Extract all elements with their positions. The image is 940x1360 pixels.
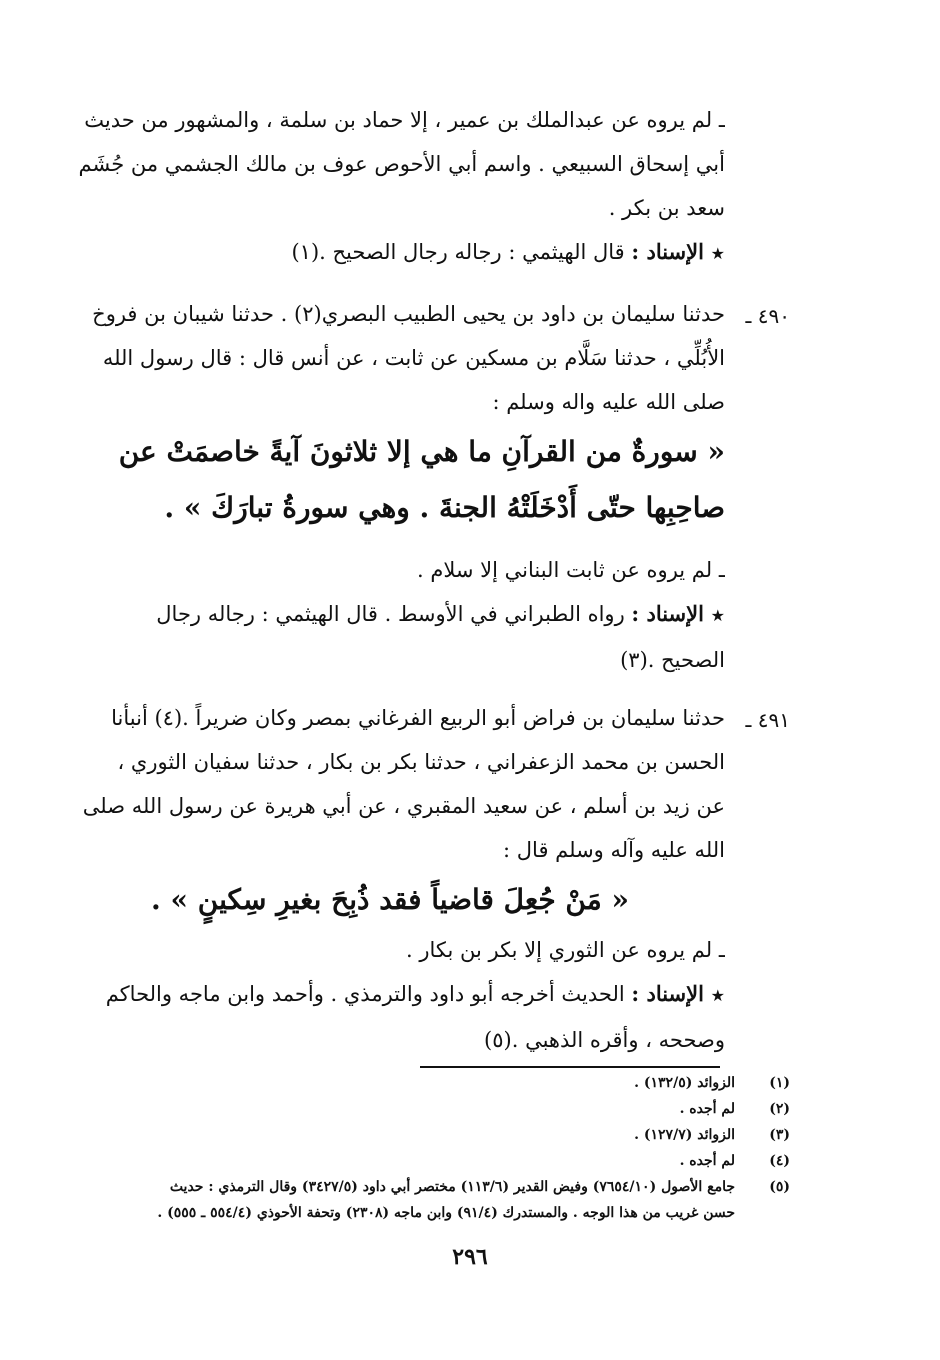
isnad-label: الإسناد : [631, 981, 704, 1006]
text-line: الحسن بن محمد الزعفراني ، حدثنا بكر بن بكار ، حدثنا سفيان الثوري ، [117, 750, 725, 774]
note-line: ـ لم يروه عن ثابت البناني إلا سلام . [417, 558, 725, 582]
hadith-number: ٤٩٠ ـ [745, 304, 790, 328]
text-line: حدثنا سليمان بن داود بن يحيى الطبيب البصري(٢) . حدثنا شيبان بن فروخ [92, 302, 725, 326]
hadith-490-notes [65, 548, 725, 682]
text-line: ـ لم يروه عن عبدالملك بن عمير ، إلا حماد بن سلمة ، والمشهور من حديث [84, 108, 725, 132]
hadith-line: صاحِبِها حتّى أَدْخَلَتْهُ الجنةَ . وهي سورةُ تبارَكَ » . [164, 491, 725, 524]
hadith-491-chain [65, 696, 725, 872]
hadith-line: « مَنْ جُعِلَ قاضياً فقد ذُبِحَ بغيرِ سِكينٍ » . [151, 883, 629, 916]
footnote [0, 1148, 940, 1174]
note-line: ـ لم يروه عن الثوري إلا بكر بن بكار . [405, 938, 725, 962]
footnote-text: جامع الأصول (٧٦٥٤/١٠) وفيض القدير (١١٣/٦) مختصر أبي داود (٣٤٢٧/٥) وقال الترمذي : حديث [169, 1179, 735, 1195]
star-icon: ★ [710, 986, 725, 1005]
footnote-number: (٤) [769, 1153, 790, 1169]
footnote [0, 1096, 940, 1122]
footnote-text: لم أجده . [679, 1153, 735, 1169]
hadith-line: « سورةٌ من القرآنِ ما هي إلا ثلاثونَ آيةً خاصمَتْ عن [118, 435, 725, 468]
text-line: حدثنا سليمان بن فراض أبو الربيع الفرغاني بمصر وكان ضريراً .(٤) أنبأنا [111, 706, 725, 730]
text-line: أبي إسحاق السبيعي . واسم أبي الأحوص عوف بن مالك الجشمي من جُشَم [78, 152, 725, 176]
text-line: سعد بن بكر . [608, 196, 725, 220]
isnad-label: الإسناد : [631, 239, 704, 264]
text-line: وصححه ، وأقره الذهبي .(٥) [484, 1028, 725, 1052]
hadith-491-notes [65, 928, 725, 1062]
text-line: الصحيح .(٣) [620, 648, 725, 672]
footnote [0, 1070, 940, 1096]
hadith-490-chain [65, 292, 725, 424]
footnote-text: حسن غريب من هذا الوجه . والمستدرك (٩١/٤) وابن ماجه (٢٣٠٨) وتحفة الأحوذي (٥٥٤/٤ ـ ٥٥٥) . [157, 1205, 735, 1221]
hadith-490-text [55, 424, 725, 536]
isnad-line [65, 230, 725, 276]
hadith-number: ٤٩١ ـ [745, 708, 790, 732]
footnote-text: الزوائد (١٣٢/٥) . [634, 1075, 735, 1091]
isnad-line [65, 592, 725, 638]
footnote-number: (٢) [769, 1101, 790, 1117]
text-line: صلى الله عليه واله وسلم : [492, 390, 725, 414]
footnote [0, 1200, 940, 1226]
isnad-text: رواه الطبراني في الأوسط . قال الهيثمي : رجاله رجال [156, 602, 625, 626]
text-line: عن زيد بن أسلم ، عن سعيد المقبري ، عن أبي هريرة عن رسول الله صلى [82, 794, 725, 818]
isnad-line [65, 972, 725, 1018]
text-line: الأُبُلِّي ، حدثنا سَلَّام بن مسكين عن ثابت ، عن أنس قال : قال رسول الله [102, 346, 725, 370]
isnad-text: الحديث أخرجه أبو داود والترمذي . وأحمد وابن ماجه والحاكم [105, 982, 625, 1006]
footnote-number: (١) [769, 1075, 790, 1091]
footnote-text: الزوائد (١٢٧/٧) . [634, 1127, 735, 1143]
text-line: الله عليه وآله وسلم قال : [503, 838, 725, 862]
footnote [0, 1174, 940, 1200]
footnote-number: (٥) [769, 1179, 790, 1195]
hadith-491-text [55, 872, 725, 928]
footnote-number: (٣) [769, 1127, 790, 1143]
footnote-divider [420, 1066, 720, 1068]
page-number: ٢٩٦ [452, 1244, 488, 1270]
footnote [0, 1122, 940, 1148]
isnad-label: الإسناد : [631, 601, 704, 626]
isnad-text: قال الهيثمي : رجاله رجال الصحيح .(١) [291, 240, 625, 264]
star-icon: ★ [710, 244, 725, 263]
star-icon: ★ [710, 606, 725, 625]
continuation-paragraph [65, 98, 725, 276]
footnote-text: لم أجده . [679, 1101, 735, 1117]
